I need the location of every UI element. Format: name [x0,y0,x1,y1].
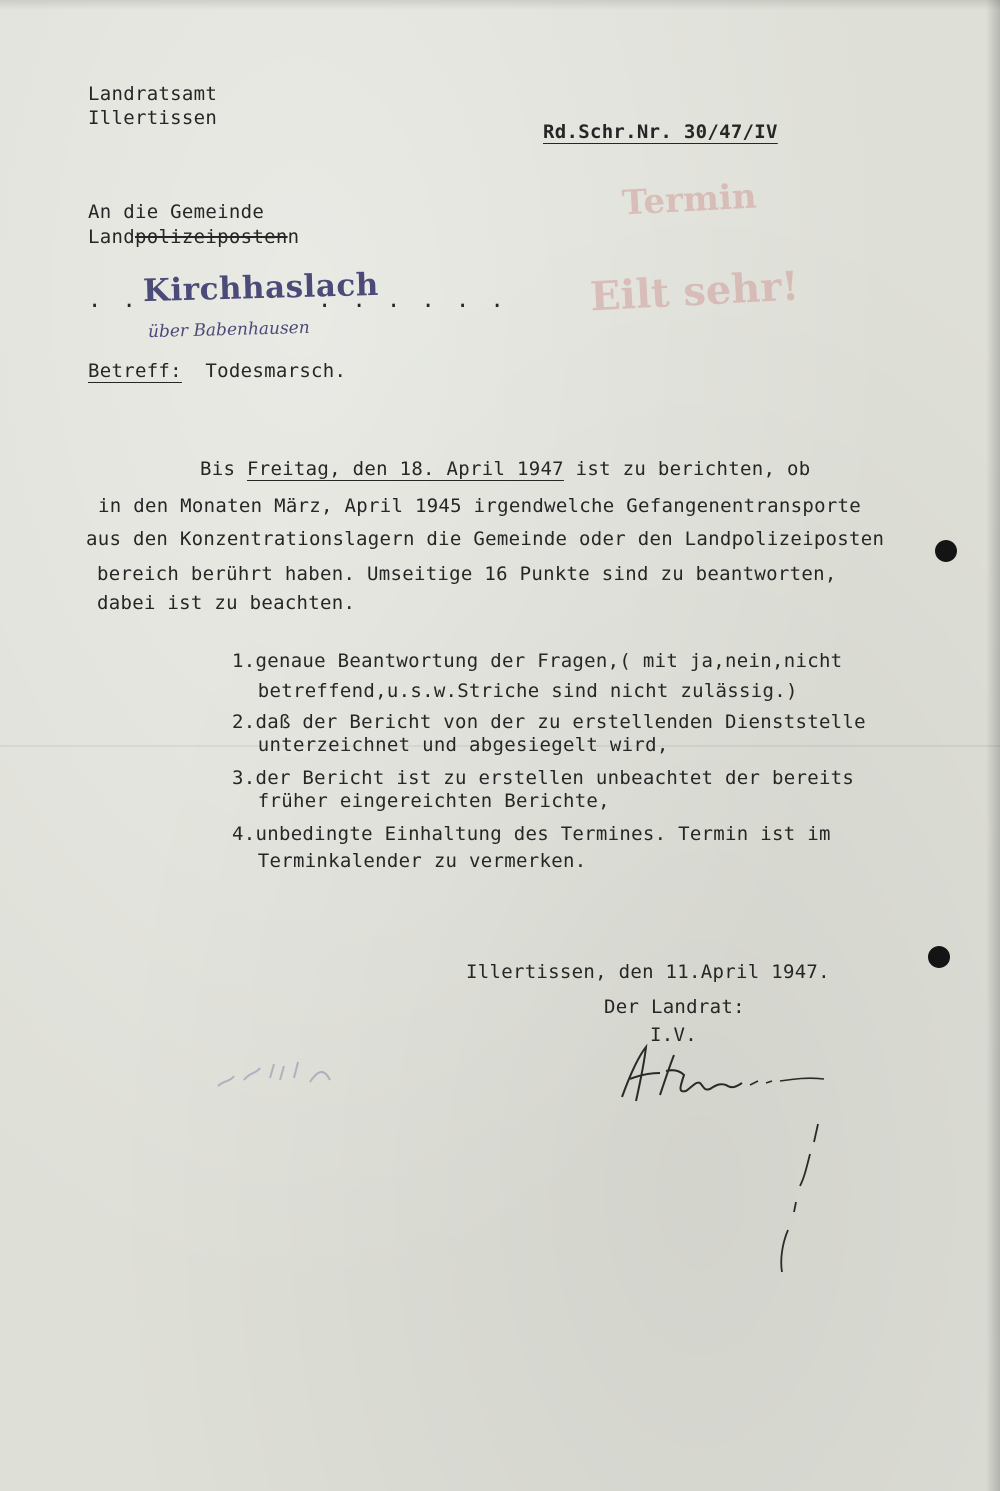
body-line-1-end: ist zu berichten, ob [563,458,811,480]
deadline-date: Freitag, den 18. April 1947 [246,458,564,480]
point-4-line-2: Terminkalender zu vermerken. [246,850,587,872]
punch-hole-upper [935,540,957,562]
body-line-3: aus den Konzentrationslagern die Gemeinde oder den Landpolizeiposten [86,528,885,550]
pen-stroke-marks [770,1120,830,1280]
body-line-2: in den Monaten März, April 1945 irgendwelche Gefangenentransporte [98,495,862,517]
point-3-line-2: früher eingereichten Berichte, [246,790,610,812]
body-line-5: dabei ist zu beachten. [97,592,356,614]
place-stamp-sub: über Babenhausen [147,317,310,343]
faint-pencil-marks [210,1050,340,1100]
point-4-line-1: 4.unbedingte Einhaltung des Termines. Termin ist im [232,823,831,845]
recipient-struck-text: polizeiposten [134,226,288,248]
signatory-title: Der Landrat: [604,996,745,1018]
sender-town: Illertissen [88,107,218,129]
point-2-line-1: 2.daß der Bericht von der zu erstellenden Dienststelle [232,711,866,733]
place-stamp: Kirchhaslach [142,266,380,310]
recipient-dots-right: . . . . . . [318,288,508,313]
point-1-line-1: 1.genaue Beantwortung der Fragen,( mit ja,nein,nicht [232,650,843,672]
signature-iv: I.V. [650,1024,697,1046]
point-1-line-2: betreffend,u.s.w.Striche sind nicht zulässig.) [246,680,798,702]
place-and-date: Illertissen, den 11.April 1947. [466,961,830,983]
recipient-line1: An die Gemeinde [88,201,265,223]
paper-edge-top [0,0,1000,10]
point-2-line-2: unterzeichnet und abgesiegelt wird, [246,734,669,756]
recipient-line2: Landpolizeipostenn [88,226,300,248]
body-line-1-start: Bis [200,458,247,480]
reference-number: Rd.Schr.Nr. 30/47/IV [543,121,778,143]
handwritten-signature [600,1035,840,1115]
punch-hole-lower [928,946,950,968]
recipient-line2-prefix: Land [88,226,135,248]
recipient-dots-left: . . [88,288,140,313]
sender-office: Landratsamt [88,83,218,105]
body-line-4: bereich berührt haben. Umseitige 16 Punkte sind zu beantworten, [97,563,837,585]
subject-label: Betreff: [88,360,182,382]
subject-line [88,360,346,382]
faint-eilt-sehr-mark: Eilt sehr! [588,262,801,321]
faint-termin-mark: Termin [621,176,758,224]
body-line-1 [200,458,810,480]
point-3-line-1: 3.der Bericht ist zu erstellen unbeachtet der bereits [232,767,855,789]
subject-text: Todesmarsch. [205,360,347,382]
